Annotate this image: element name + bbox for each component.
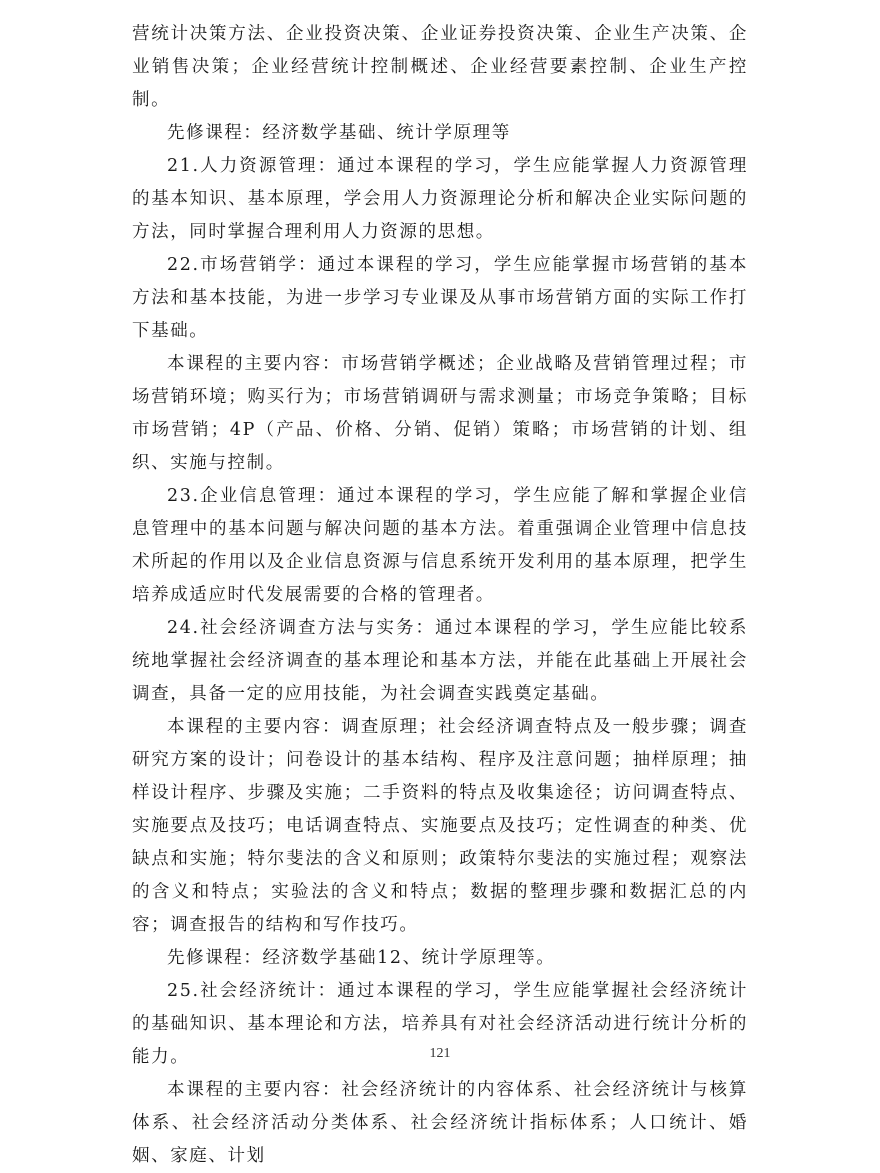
- paragraph-continuation: 营统计决策方法、企业投资决策、企业证券投资决策、企业生产决策、企业销售决策；企业经营统计控制概述、企业经营要素控制、企业生产控制。: [132, 24, 748, 110]
- document-page: [132, 18, 748, 1173]
- paragraph-course-25-content: 本课程的主要内容：社会经济统计的内容体系、社会经济统计与核算体系、社会经济活动分类体系、社会经济统计指标体系；人口统计、婚姻、家庭、计划: [132, 1080, 748, 1166]
- page-number: 121: [429, 1046, 451, 1061]
- paragraph-course-24-survey-methods: 24.社会经济调查方法与实务：通过本课程的学习，学生应能比较系统地掌握社会经济调查的基本理论和基本方法，并能在此基础上开展社会调查，具备一定的应用技能，为社会调查实践奠定基础。: [132, 618, 748, 704]
- paragraph-course-23-info-management: 23.企业信息管理：通过本课程的学习，学生应能了解和掌握企业信息管理中的基本问题与解决问题的基本方法。着重强调企业管理中信息技术所起的作用以及企业信息资源与信息系统开发利用的基本原理，把学生培养成适应时代发展需要的合格的管理者。: [132, 486, 748, 605]
- paragraph-prerequisite-24: 先修课程：经济数学基础12、统计学原理等。: [167, 948, 556, 968]
- paragraph-course-22-marketing: 22.市场营销学：通过本课程的学习，学生应能掌握市场营销的基本方法和基本技能，为进一步学习专业课及从事市场营销方面的实际工作打下基础。: [132, 255, 748, 341]
- paragraph-course-25-statistics: 25.社会经济统计：通过本课程的学习，学生应能掌握社会经济统计的基础知识、基本理论和方法，培养具有对社会经济活动进行统计分析的能力。: [132, 981, 748, 1067]
- paragraph-course-22-content: 本课程的主要内容：市场营销学概述；企业战略及营销管理过程；市场营销环境；购买行为；市场营销调研与需求测量；市场竞争策略；目标市场营销；4P（产品、价格、分销、促销）策略；市场营销的计划、组织、实施与控制。: [132, 354, 748, 473]
- paragraph-course-21-human-resources: 21.人力资源管理：通过本课程的学习，学生应能掌握人力资源管理的基本知识、基本原理，学会用人力资源理论分析和解决企业实际问题的方法，同时掌握合理利用人力资源的思想。: [132, 156, 748, 242]
- paragraph-prerequisite: 先修课程：经济数学基础、统计学原理等: [167, 123, 511, 143]
- paragraph-course-24-content: 本课程的主要内容：调查原理；社会经济调查特点及一般步骤；调查研究方案的设计；问卷设计的基本结构、程序及注意问题；抽样原理；抽样设计程序、步骤及实施；二手资料的特点及收集途径；访问调查特点、实施要点及技巧；电话调查特点、实施要点及技巧；定性调查的种类、优缺点和实施；特尔斐法的含义和原则；政策特尔斐法的实施过程；观察法的含义和特点；实验法的含义和特点；数据的整理步骤和数据汇总的内容；调查报告的结构和写作技巧。: [132, 717, 748, 935]
